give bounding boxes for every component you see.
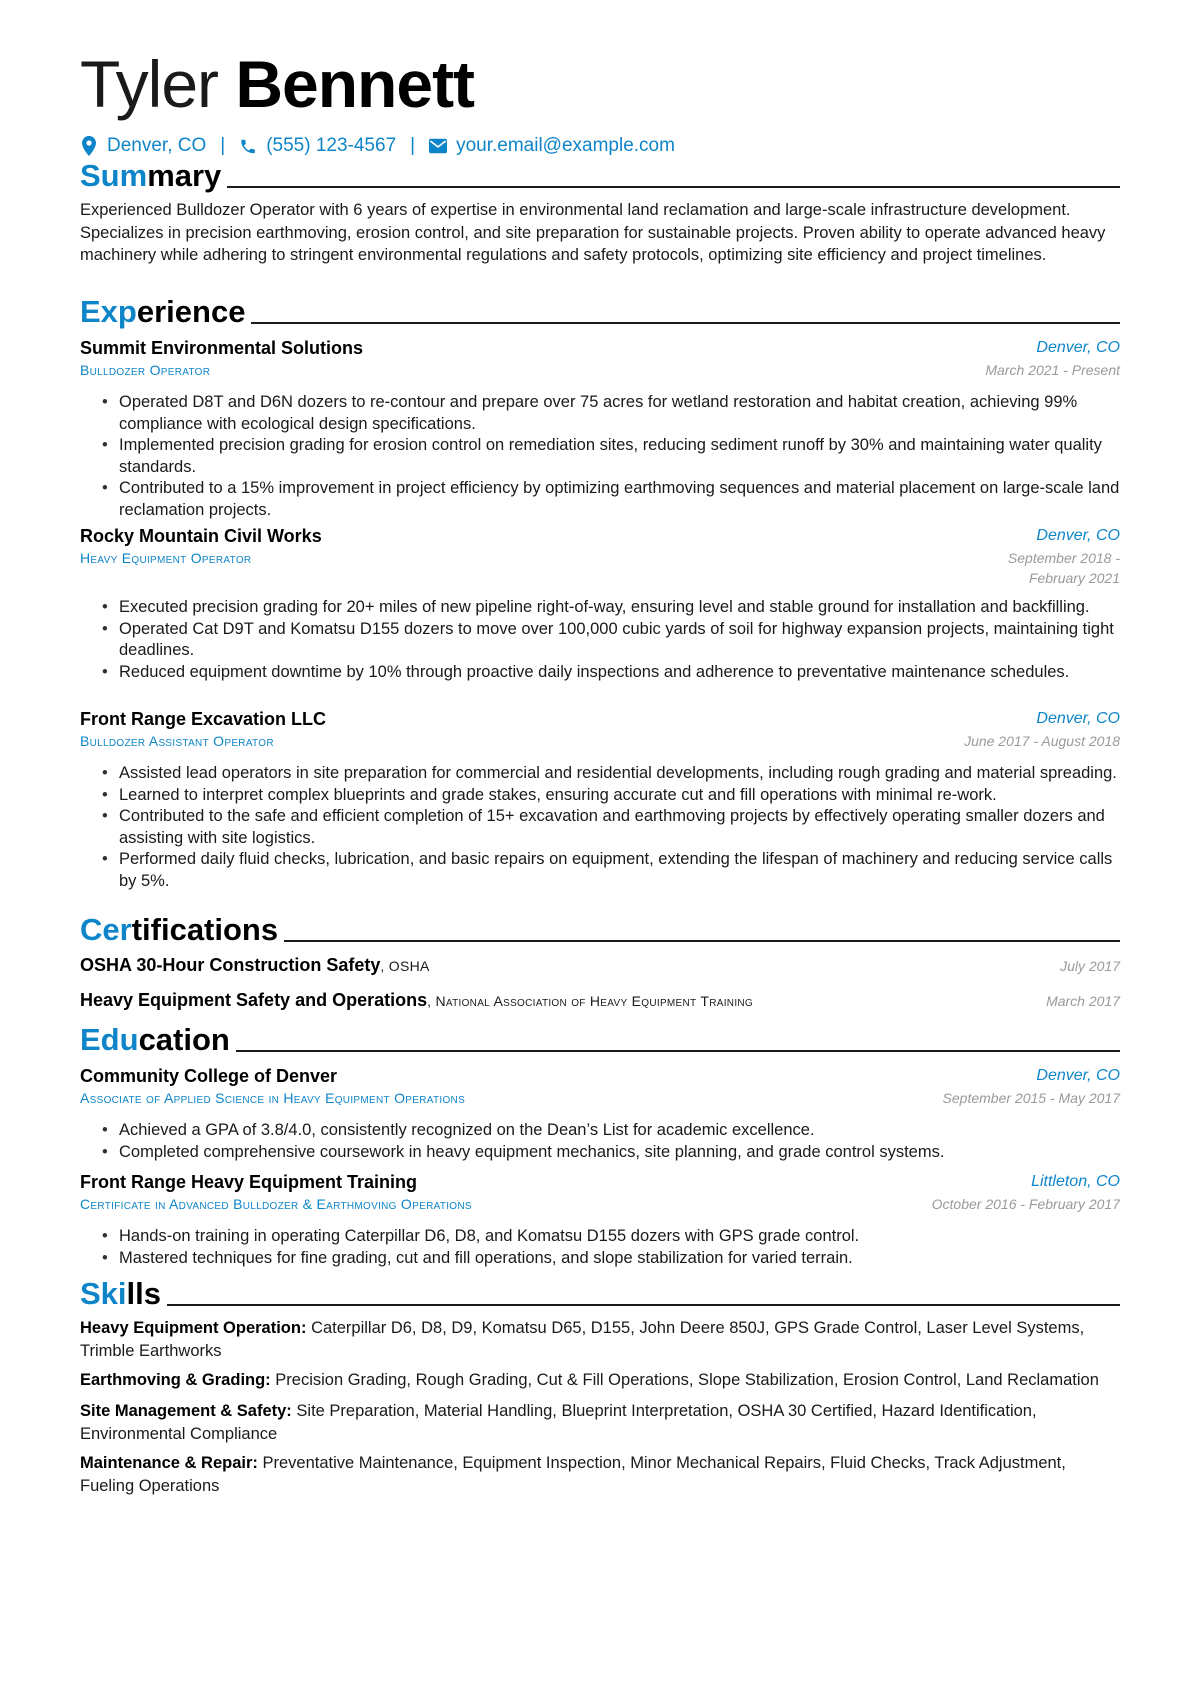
- list-item: • Contributed to a 15% improvement in project efficiency by optimizing earthmoving sequences and material placement on large-scale land reclamation projects.: [80, 478, 1120, 521]
- skill-value: Preventative Maintenance, Equipment Inspection, Minor Mechanical Repairs, Fluid Checks, Track Adjustment, Fueling Operations: [80, 1454, 1066, 1495]
- certification-issuer: OSHA: [388, 958, 430, 974]
- experience-bullets: [80, 392, 1120, 521]
- skill-row: [80, 1317, 1120, 1362]
- list-item: • Completed comprehensive coursework in heavy equipment mechanics, site planning, and grade control systems.: [80, 1142, 1120, 1164]
- section-experience-heading: [80, 290, 1120, 330]
- section-skills-heading: [80, 1272, 1120, 1312]
- section-summary-heading: [80, 154, 1120, 194]
- section-rule: [227, 186, 1120, 188]
- skill-label: Heavy Equipment Operation:: [80, 1319, 307, 1337]
- education-entry: [80, 1170, 1120, 1214]
- list-item: • Achieved a GPA of 3.8/4.0, consistently recognized on the Dean’s List for academic excellence.: [80, 1120, 1120, 1142]
- section-title: Experience: [80, 294, 246, 329]
- list-item: • Hands-on training in operating Caterpillar D6, D8, and Komatsu D155 dozers with GPS grade control.: [80, 1226, 1120, 1248]
- list-item: • Mastered techniques for fine grading, cut and fill operations, and slope stabilization for varied terrain.: [80, 1248, 1120, 1270]
- skill-label: Maintenance & Repair:: [80, 1454, 258, 1472]
- job-title: Bulldozer Assistant Operator: [80, 733, 274, 749]
- job-location: Denver, CO: [1036, 527, 1120, 544]
- job-location: Denver, CO: [1036, 339, 1120, 356]
- list-item: • Implemented precision grading for erosion control on remediation sites, reducing sediment runoff by 30% and maintaining water quality standards.: [80, 435, 1120, 478]
- experience-entry: [80, 707, 1120, 751]
- contact-separator: |: [410, 135, 416, 156]
- skill-value: Site Preparation, Material Handling, Blueprint Interpretation, OSHA 30 Certified, Hazard Identification, Environmental Compliance: [80, 1402, 1037, 1443]
- phone-text[interactable]: (555) 123-4567: [266, 135, 397, 156]
- experience-entry: [80, 524, 1120, 588]
- skill-row: [80, 1369, 1120, 1392]
- job-dates: June 2017 - August 2018: [964, 733, 1120, 749]
- list-item: • Reduced equipment downtime by 10% through proactive daily inspections and adherence to preventative maintenance schedules.: [80, 662, 1120, 684]
- summary-text: Experienced Bulldozer Operator with 6 years of expertise in environmental land reclamation and large-scale infrastructure development. Specializes in precision earthmoving, erosion control, and site preparation for sustainable projects. Proven ability to operate advanced heavy machinery while adhering to stringent environmental regulations and safety protocols, optimizing site efficiency and project timelines.: [80, 201, 1106, 264]
- last-name: Bennett: [235, 47, 475, 121]
- section-rule: [284, 940, 1120, 942]
- list-item: • Assisted lead operators in site preparation for commercial and residential developments, including rough grading and material spreading.: [80, 763, 1120, 785]
- school-name: Front Range Heavy Equipment Training: [80, 1172, 418, 1192]
- certification-name: Heavy Equipment Safety and Operations: [80, 990, 428, 1010]
- school-location: Denver, CO: [1036, 1067, 1120, 1084]
- experience-bullets: [80, 597, 1120, 683]
- education-bullets: [80, 1226, 1120, 1269]
- list-item: • Executed precision grading for 20+ miles of new pipeline right-of-way, ensuring level and stable ground for installation and backfilling.: [80, 597, 1120, 619]
- skill-value: Precision Grading, Rough Grading, Cut & Fill Operations, Slope Stabilization, Erosion Control, Land Reclamation: [275, 1371, 1099, 1389]
- degree-title: Associate of Applied Science in Heavy Equipment Operations: [80, 1090, 466, 1106]
- list-item: • Operated D8T and D6N dozers to re-contour and prepare over 75 acres for wetland restoration and habitat creation, achieving 99% compliance with ecological design specifications.: [80, 392, 1120, 435]
- job-dates: March 2021 - Present: [985, 362, 1120, 378]
- job-title: Heavy Equipment Operator: [80, 550, 252, 566]
- phone-icon: [239, 136, 257, 156]
- certification-row: OSHA 30-Hour Construction Safety, OSHA July 2017: [80, 955, 1120, 975]
- location-text: Denver, CO: [107, 135, 207, 156]
- school-location: Littleton, CO: [1031, 1173, 1120, 1190]
- job-dates: September 2018 - February 2021: [1007, 550, 1120, 586]
- employer-name: Rocky Mountain Civil Works: [80, 526, 322, 546]
- certification-row: Heavy Equipment Safety and Operations, National Association of Heavy Equipment Training March 2017: [80, 990, 1120, 1010]
- skill-row: [80, 1400, 1120, 1445]
- degree-title: Certificate in Advanced Bulldozer & Earthmoving Operations: [80, 1196, 472, 1212]
- section-rule: [236, 1050, 1120, 1052]
- certification-date: July 2017: [1060, 958, 1120, 974]
- employer-name: Front Range Excavation LLC: [80, 709, 327, 729]
- skill-value: Caterpillar D6, D8, D9, Komatsu D65, D155, John Deere 850J, GPS Grade Control, Laser Level Systems, Trimble Earthworks: [80, 1319, 1085, 1360]
- school-name: Community College of Denver: [80, 1066, 338, 1086]
- skill-row: [80, 1452, 1120, 1497]
- first-name: Tyler: [80, 47, 219, 121]
- email-link[interactable]: your.email@example.com: [456, 135, 675, 156]
- list-item: • Learned to interpret complex blueprints and grade stakes, ensuring accurate cut and fill operations with minimal re-work.: [80, 785, 1120, 807]
- envelope-icon: [429, 136, 447, 156]
- section-education-heading: [80, 1018, 1120, 1058]
- experience-entry: [80, 336, 1120, 380]
- section-title: Certifications: [80, 912, 279, 947]
- section-certifications-heading: [80, 908, 1120, 948]
- employer-name: Summit Environmental Solutions: [80, 338, 364, 358]
- certification-name: OSHA 30-Hour Construction Safety: [80, 955, 381, 975]
- list-item: • Contributed to the safe and efficient completion of 15+ excavation and earthmoving projects by effectively operating smaller dozers and assisting with site logistics.: [80, 806, 1120, 849]
- job-location: Denver, CO: [1036, 710, 1120, 727]
- list-item: • Operated Cat D9T and Komatsu D155 dozers to move over 100,000 cubic yards of soil for highway expansion projects, maintaining tight deadlines.: [80, 619, 1120, 662]
- contact-separator: |: [220, 135, 226, 156]
- section-title: Education: [80, 1022, 230, 1057]
- list-item: • Performed daily fluid checks, lubrication, and basic repairs on equipment, extending the lifespan of machinery and reducing service calls by 5%.: [80, 849, 1120, 892]
- section-title: Skills: [80, 1276, 161, 1311]
- section-rule: [167, 1304, 1120, 1306]
- candidate-name: [80, 44, 474, 124]
- job-title: Bulldozer Operator: [80, 362, 211, 378]
- skill-label: Site Management & Safety:: [80, 1402, 292, 1420]
- education-entry: [80, 1064, 1120, 1108]
- section-rule: [251, 322, 1120, 324]
- skill-label: Earthmoving & Grading:: [80, 1371, 271, 1389]
- experience-bullets: [80, 763, 1120, 892]
- certification-issuer: National Association of Heavy Equipment Training: [435, 993, 754, 1009]
- education-dates: October 2016 - February 2017: [931, 1196, 1120, 1212]
- section-title: Summary: [80, 158, 222, 193]
- education-dates: September 2015 - May 2017: [942, 1090, 1120, 1106]
- certification-date: March 2017: [1046, 993, 1120, 1009]
- map-pin-icon: [80, 136, 98, 156]
- education-bullets: [80, 1120, 1120, 1163]
